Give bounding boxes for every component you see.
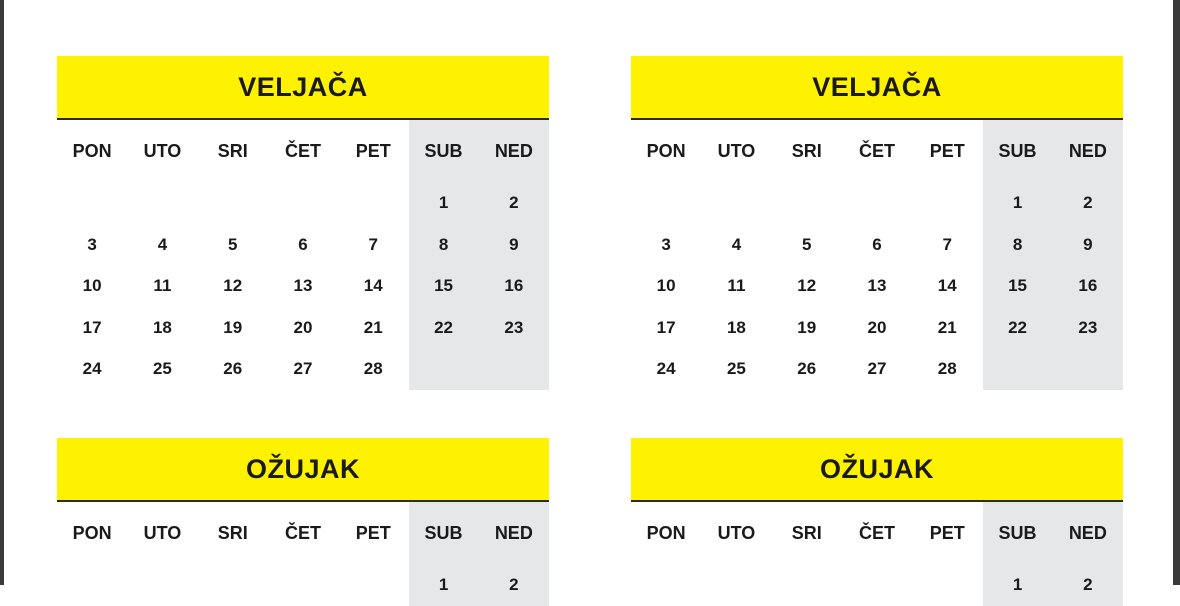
weekday-label: SUB <box>424 523 463 543</box>
page-frame-left <box>0 0 4 585</box>
empty-day-cell <box>912 182 982 224</box>
weekday-label: PON <box>72 523 112 543</box>
day-cell: 16 <box>504 276 524 295</box>
weekday-label: PET <box>929 523 965 543</box>
day-cell: 22 <box>1008 317 1027 337</box>
day-cell: 1 <box>438 575 449 594</box>
day-cell: 12 <box>797 276 817 295</box>
day-cell: 2 <box>509 193 519 212</box>
month-title: VELJAČA <box>631 56 1123 120</box>
day-cell: 5 <box>801 234 812 254</box>
empty-day-cell <box>338 182 408 224</box>
week-row <box>57 224 549 266</box>
month-calendar-february-right <box>631 56 1123 390</box>
day-cell: 2 <box>509 575 519 594</box>
day-cell: 8 <box>438 234 449 254</box>
weekday-label: NED <box>494 141 533 161</box>
empty-day-cell <box>408 348 478 390</box>
weekday-label: ČET <box>284 523 321 543</box>
day-cell: 1 <box>1012 193 1023 212</box>
week-row <box>57 182 549 224</box>
weekday-label: PON <box>646 141 686 161</box>
weekday-label: NED <box>494 523 533 543</box>
day-cell: 23 <box>504 317 524 337</box>
weekday-label: PON <box>72 141 112 161</box>
month-grid <box>57 502 549 606</box>
weekday-label: SRI <box>791 523 822 543</box>
week-row <box>631 224 1123 266</box>
day-cell: 4 <box>157 234 168 254</box>
day-cell: 15 <box>1008 276 1027 295</box>
month-title: OŽUJAK <box>631 438 1123 502</box>
month-calendar-february-left <box>57 56 549 390</box>
day-cell: 4 <box>731 234 742 254</box>
day-cell: 8 <box>1012 234 1023 254</box>
day-cell: 3 <box>661 234 671 254</box>
day-cell: 11 <box>727 276 746 295</box>
day-cell: 12 <box>223 276 243 295</box>
day-cell: 18 <box>152 317 172 337</box>
weekday-label: UTO <box>143 141 182 161</box>
day-cell: 24 <box>82 359 102 378</box>
day-cell: 7 <box>368 234 378 254</box>
month-grid <box>631 502 1123 606</box>
day-cell: 19 <box>797 317 817 337</box>
month-title: VELJAČA <box>57 56 549 120</box>
day-cell: 21 <box>937 317 957 337</box>
weekday-header-row <box>57 120 549 182</box>
day-cell: 5 <box>227 234 238 254</box>
empty-day-cell <box>631 182 701 224</box>
day-cell: 2 <box>1083 575 1093 594</box>
empty-day-cell <box>127 182 197 224</box>
weekday-label: SUB <box>998 141 1037 161</box>
day-cell: 6 <box>872 234 882 254</box>
week-row <box>57 265 549 307</box>
weekday-label: PET <box>929 141 965 161</box>
day-cell: 16 <box>1078 276 1098 295</box>
weekday-label: NED <box>1068 141 1107 161</box>
day-cell: 21 <box>363 317 383 337</box>
month-calendar-march-left <box>57 438 549 606</box>
month-title: OŽUJAK <box>57 438 549 502</box>
month-grid <box>57 120 549 390</box>
week-row <box>57 307 549 349</box>
weekday-label: SUB <box>424 141 463 161</box>
day-cell: 24 <box>656 359 676 378</box>
day-cell: 13 <box>293 276 313 295</box>
day-cell: 19 <box>223 317 243 337</box>
empty-day-cell <box>57 182 127 224</box>
weekday-label: PET <box>355 523 391 543</box>
weekday-label: ČET <box>858 523 895 543</box>
day-cell: 28 <box>937 359 957 378</box>
day-cell: 23 <box>1078 317 1098 337</box>
empty-day-cell <box>1053 348 1123 390</box>
empty-day-cell <box>268 182 338 224</box>
weekday-header-row <box>631 502 1123 564</box>
day-cell: 17 <box>82 317 102 337</box>
week-row <box>631 182 1123 224</box>
weekday-header-row <box>57 502 549 564</box>
day-cell: 10 <box>82 276 102 295</box>
weekday-label: UTO <box>717 523 756 543</box>
empty-day-cell <box>479 348 549 390</box>
day-cell: 1 <box>1012 575 1023 594</box>
day-cell: 14 <box>937 276 957 295</box>
day-cell: 20 <box>867 317 887 337</box>
weekday-label: PET <box>355 141 391 161</box>
empty-day-cell <box>701 182 771 224</box>
day-cell: 26 <box>797 359 817 378</box>
day-cell: 25 <box>152 359 172 378</box>
empty-day-cell <box>772 182 842 224</box>
week-row <box>631 348 1123 390</box>
day-cell: 17 <box>656 317 676 337</box>
day-cell: 20 <box>293 317 313 337</box>
day-cell: 14 <box>363 276 383 295</box>
day-cell: 18 <box>726 317 746 337</box>
page-frame-right <box>1173 0 1180 585</box>
week-row <box>57 348 549 390</box>
empty-day-cell <box>198 182 268 224</box>
day-cell: 27 <box>867 359 887 378</box>
day-cell: 10 <box>656 276 676 295</box>
month-grid <box>631 120 1123 390</box>
week-row <box>631 307 1123 349</box>
weekday-label: UTO <box>143 523 182 543</box>
weekday-label: SRI <box>217 523 248 543</box>
weekday-label: SRI <box>217 141 248 161</box>
day-cell: 26 <box>223 359 243 378</box>
month-calendar-march-right <box>631 438 1123 606</box>
day-cell: 25 <box>726 359 746 378</box>
weekday-header-row <box>631 120 1123 182</box>
day-cell: 9 <box>1083 234 1093 254</box>
day-cell: 9 <box>509 234 519 254</box>
day-cell: 15 <box>434 276 453 295</box>
weekday-label: ČET <box>858 141 895 161</box>
day-cell: 7 <box>942 234 952 254</box>
week-row <box>631 265 1123 307</box>
day-cell: 11 <box>153 276 172 295</box>
weekday-label: ČET <box>284 141 321 161</box>
weekday-label: SRI <box>791 141 822 161</box>
weekday-label: PON <box>646 523 686 543</box>
empty-day-cell <box>982 348 1052 390</box>
day-cell: 22 <box>434 317 453 337</box>
day-cell: 27 <box>293 359 313 378</box>
weekday-label: SUB <box>998 523 1037 543</box>
day-cell: 1 <box>438 193 449 212</box>
day-cell: 13 <box>867 276 887 295</box>
weekday-label: NED <box>1068 523 1107 543</box>
day-cell: 3 <box>87 234 97 254</box>
empty-day-cell <box>842 182 912 224</box>
day-cell: 28 <box>363 359 383 378</box>
day-cell: 6 <box>298 234 308 254</box>
day-cell: 2 <box>1083 193 1093 212</box>
weekday-label: UTO <box>717 141 756 161</box>
